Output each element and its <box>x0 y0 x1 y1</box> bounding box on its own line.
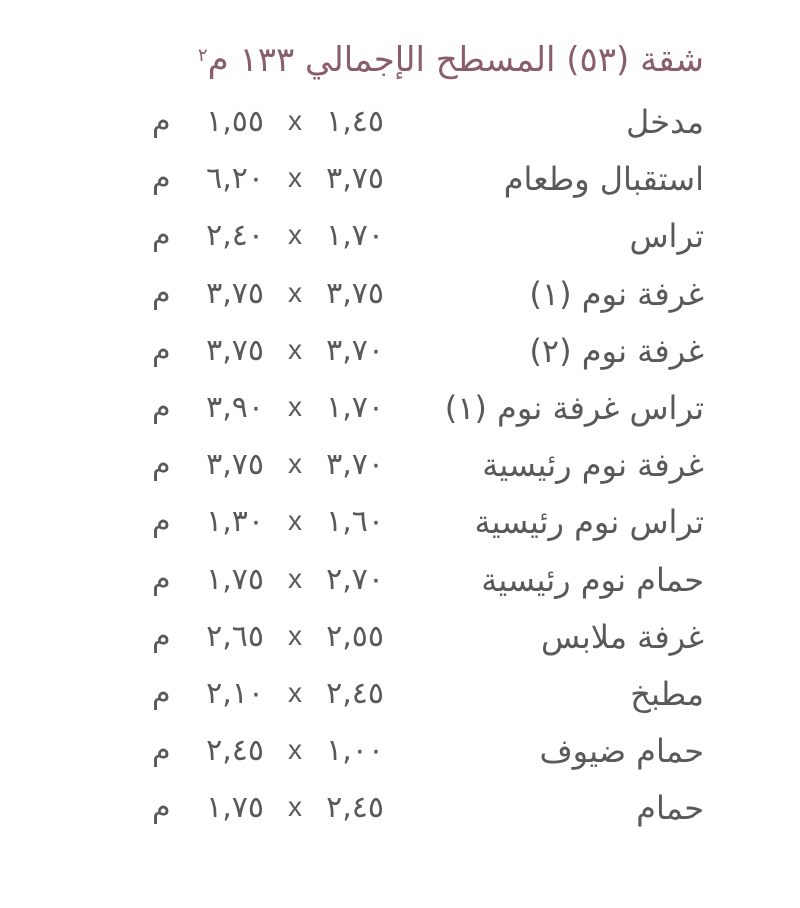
unit-label: م <box>152 733 171 769</box>
list-item <box>0 552 800 609</box>
unit-label: م <box>152 104 171 139</box>
room-name: تراس غرفة نوم (١) <box>444 388 704 427</box>
room-width: ٣,٧٠ <box>326 447 384 483</box>
unit-label: م <box>152 161 171 197</box>
page-title <box>198 34 704 86</box>
room-name: مدخل <box>626 103 704 141</box>
unit-label: م <box>152 332 171 368</box>
list-item <box>0 323 800 380</box>
unit-label: م <box>152 675 171 711</box>
unit-label: م <box>152 504 171 540</box>
room-width: ٢,٧٠ <box>326 561 384 597</box>
room-name: تراس <box>629 217 704 256</box>
unit-label: م <box>152 275 171 311</box>
room-width: ٢,٤٥ <box>326 675 384 711</box>
times-sign: x <box>288 619 302 651</box>
unit-label: م <box>152 447 171 483</box>
times-sign: x <box>288 676 302 708</box>
room-length: ١,٧٥ <box>206 561 264 597</box>
list-item <box>0 94 800 151</box>
times-sign: x <box>288 219 302 251</box>
room-length: ٢,١٠ <box>206 675 264 711</box>
room-length: ٣,٧٥ <box>206 275 264 311</box>
list-item <box>0 609 800 666</box>
room-name: تراس نوم رئيسية <box>474 503 704 542</box>
room-width: ٣,٧٥ <box>326 161 384 197</box>
list-item <box>0 494 800 551</box>
list-item <box>0 666 800 723</box>
title-text: شقة (٥٣) المسطح الإجمالي ١٣٣ م <box>207 40 704 80</box>
times-sign: x <box>288 505 302 537</box>
room-length: ١,٧٥ <box>206 790 264 826</box>
room-name: حمام <box>636 789 704 828</box>
room-width: ١,٧٠ <box>326 218 384 254</box>
list-item <box>0 266 800 323</box>
unit-label: م <box>152 790 171 826</box>
list-item <box>0 380 800 437</box>
times-sign: x <box>288 791 302 823</box>
room-width: ١,٤٥ <box>326 104 384 139</box>
room-length: ٢,٤٥ <box>206 733 264 769</box>
room-name: غرفة ملابس <box>541 617 704 656</box>
room-name: حمام ضيوف <box>539 732 704 771</box>
list-item <box>0 437 800 494</box>
title-superscript: ٢ <box>197 45 208 66</box>
times-sign: x <box>288 105 302 136</box>
room-name: غرفة نوم (١) <box>529 274 704 313</box>
room-width: ١,٧٠ <box>326 389 384 425</box>
room-name: مطبخ <box>630 674 704 713</box>
unit-label: م <box>152 618 171 654</box>
list-item <box>0 208 800 265</box>
times-sign: x <box>288 333 302 365</box>
room-width: ٢,٤٥ <box>326 790 384 826</box>
room-name: حمام نوم رئيسية <box>481 560 704 599</box>
room-length: ٢,٦٥ <box>206 618 264 654</box>
room-length: ٦,٢٠ <box>206 161 264 197</box>
times-sign: x <box>288 276 302 308</box>
room-width: ٣,٧٥ <box>326 275 384 311</box>
room-width: ٢,٥٥ <box>326 618 384 654</box>
room-length: ٣,٧٥ <box>206 447 264 483</box>
times-sign: x <box>288 734 302 766</box>
list-item <box>0 780 800 837</box>
room-name: استقبال وطعام <box>503 160 704 199</box>
room-width: ١,٦٠ <box>326 504 384 540</box>
unit-label: م <box>152 389 171 425</box>
list-item <box>0 723 800 780</box>
room-name: غرفة نوم (٢) <box>529 331 704 370</box>
room-length: ٣,٧٥ <box>206 332 264 368</box>
times-sign: x <box>288 162 302 194</box>
times-sign: x <box>288 562 302 594</box>
unit-label: م <box>152 218 171 254</box>
room-length: ١,٥٥ <box>206 104 264 139</box>
room-length: ٢,٤٠ <box>206 218 264 254</box>
room-length: ١,٣٠ <box>206 504 264 540</box>
room-width: ١,٠٠ <box>326 733 384 769</box>
list-item <box>0 151 800 208</box>
room-length: ٣,٩٠ <box>206 389 264 425</box>
unit-label: م <box>152 561 171 597</box>
times-sign: x <box>288 390 302 422</box>
room-width: ٣,٧٠ <box>326 332 384 368</box>
room-name: غرفة نوم رئيسية <box>482 446 704 485</box>
times-sign: x <box>288 448 302 480</box>
room-dimensions-list <box>0 94 800 837</box>
